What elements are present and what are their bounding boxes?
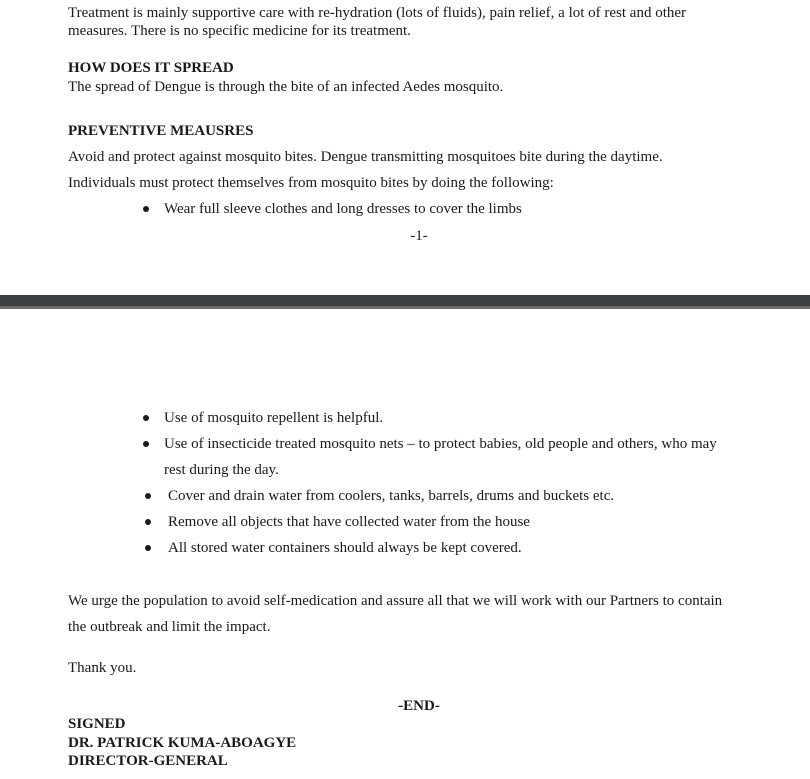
bullet-dot	[143, 441, 149, 447]
bullet-text: All stored water containers should always be kept covered.	[168, 540, 522, 556]
urge-text-line-2: the outbreak and limit the impact.	[68, 619, 271, 635]
bullet-text: Cover and drain water from coolers, tanks, barrels, drums and buckets etc.	[168, 488, 615, 504]
end-marker: -END-	[398, 698, 440, 714]
signed-label: SIGNED	[68, 716, 126, 732]
bullet-dot	[143, 206, 149, 212]
bullet-text: Wear full sleeve clothes and long dresses to cover the limbs	[164, 201, 522, 217]
treatment-text-line-2: measures. There is no specific medicine for its treatment.	[68, 23, 411, 39]
bullet-dot	[145, 493, 151, 499]
page-separator	[0, 295, 810, 309]
spread-heading: HOW DOES IT SPREAD	[68, 60, 234, 76]
signatory-title: DIRECTOR-GENERAL	[68, 753, 228, 769]
bullet-text-continuation: rest during the day.	[164, 462, 279, 478]
page-number: -1-	[410, 228, 428, 244]
bullet-text: Use of mosquito repellent is helpful.	[164, 410, 384, 426]
bullet-text: Use of insecticide treated mosquito nets – to protect babies, old people and others, who may	[164, 436, 717, 452]
preventive-text-line-2: Individuals must protect themselves from mosquito bites by doing the following:	[68, 175, 554, 191]
bullet-dot	[145, 545, 151, 551]
document-page-2	[0, 309, 810, 779]
bullet-dot	[145, 519, 151, 525]
preventive-heading: PREVENTIVE MEAUSRES	[68, 123, 254, 139]
urge-text-line-1: We urge the population to avoid self-medication and assure all that we will work with our Partners to contain	[68, 593, 723, 609]
spread-text: The spread of Dengue is through the bite of an infected Aedes mosquito.	[68, 79, 504, 95]
bullet-text: Remove all objects that have collected water from the house	[168, 514, 530, 530]
signatory-name: DR. PATRICK KUMA-ABOAGYE	[68, 735, 297, 751]
preventive-text-line-1: Avoid and protect against mosquito bites. Dengue transmitting mosquitoes bite during the daytime.	[68, 149, 663, 165]
bullet-dot	[143, 415, 149, 421]
document-page-1	[0, 0, 810, 295]
treatment-text-line-1: Treatment is mainly supportive care with re-hydration (lots of fluids), pain relief, a lot of rest and other	[68, 5, 687, 21]
thank-you-text: Thank you.	[68, 660, 137, 676]
